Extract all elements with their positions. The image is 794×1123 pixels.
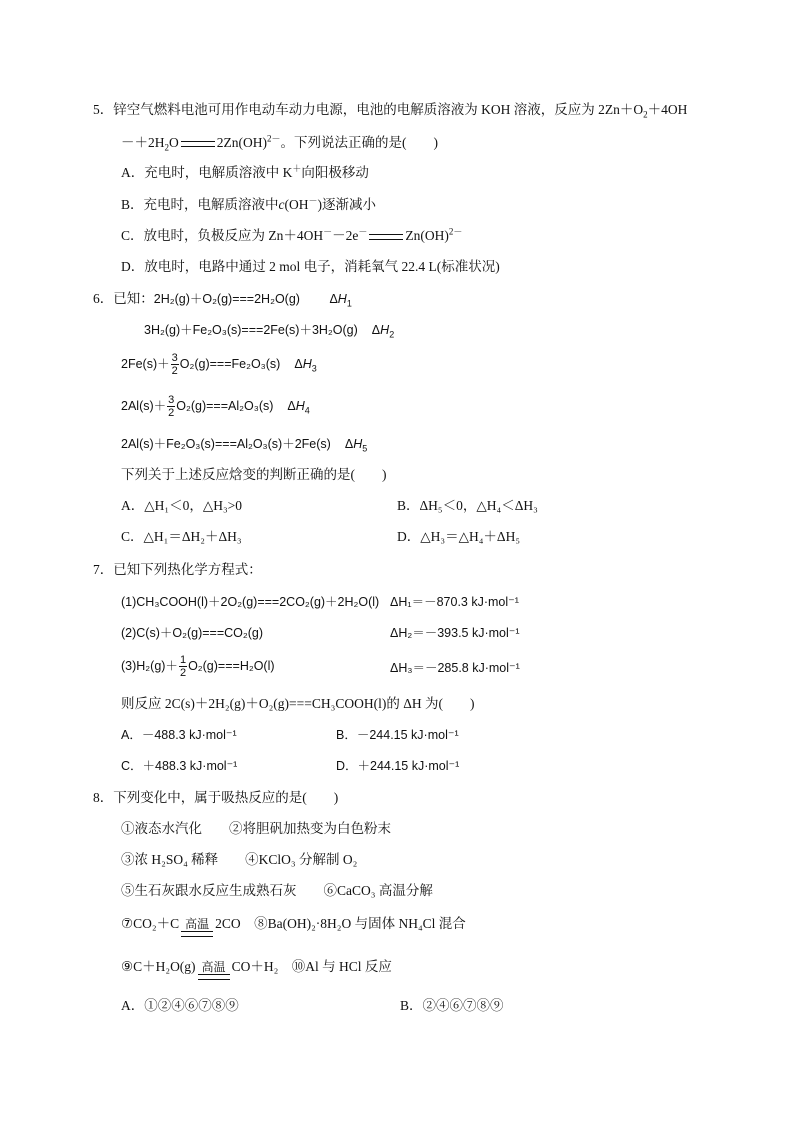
q5-option-d: D．放电时，电路中通过 2 mol 电子，消耗氧气 22.4 L(标准状况) bbox=[121, 259, 500, 274]
fraction: $\frac{1}{2}$ bbox=[179, 654, 187, 680]
q8-item-line2: ③浓 H₂SO₄ 稀释 ④KClO₃ 分解制 O₂ bbox=[121, 852, 358, 867]
q7-option-b: B．－244.15 kJ·mol⁻¹ bbox=[336, 728, 459, 742]
q6-reaction-2: 3H₂(g)＋Fe₂O₃(s)===2Fe(s)＋3H₂O(g) $\Delta H_2$ bbox=[144, 323, 395, 340]
q6-reaction-5: 2Al(s)＋Fe₂O₃(s)===Al₂O₃(s)＋2Fe(s) $\Delta H_5$ bbox=[121, 437, 368, 454]
reaction-condition-high-temp: 高温 bbox=[198, 961, 230, 985]
q6-option-c: C．△H₁＝ΔH₂＋ΔH₃ bbox=[121, 529, 242, 544]
q7-equation-2: (2)C(s)＋O₂(g)===CO₂(g) bbox=[121, 626, 264, 640]
q8-item-line1: ①液态水汽化 ②将胆矾加热变为白色粉末 bbox=[121, 821, 391, 836]
q7-enthalpy-1: ΔH₁＝－870.3 kJ·mol⁻¹ bbox=[390, 595, 519, 609]
equals-sign-icon bbox=[181, 141, 215, 147]
q6-reaction-4: 2Al(s)＋ $\frac{3}{2}$ O₂(g)===Al₂O₃(s) $\Delta H_4$ bbox=[121, 394, 310, 420]
q7-option-c: C．＋488.3 kJ·mol⁻¹ bbox=[121, 759, 238, 773]
q7-enthalpy-3: ΔH₃＝－285.8 kJ·mol⁻¹ bbox=[390, 661, 520, 675]
reaction-condition-high-temp: 高温 bbox=[181, 918, 213, 942]
fraction: $\frac{3}{2}$ bbox=[171, 352, 178, 378]
q6-reaction-3: 2Fe(s)＋ $\frac{3}{2}$ O₂(g)===Fe₂O₃(s) $\Delta H_3$ bbox=[121, 352, 317, 378]
q6-option-a: A．△H₁＜0，△H₃>0 bbox=[121, 498, 243, 513]
q6-question: 下列关于上述反应焓变的判断正确的是( ) bbox=[121, 467, 387, 482]
q5-option-a: A．充电时，电解质溶液中 K＋向阳极移动 bbox=[121, 163, 369, 180]
q5-option-b: B．充电时，电解质溶液中c(OH－)逐渐减小 bbox=[121, 195, 377, 212]
q5-stem-line2: $-+2H_2O$ 2Zn(OH)$^{2-}$。下列说法正确的是( ) bbox=[121, 133, 439, 153]
q8-option-b: B．②④⑥⑦⑧⑨ bbox=[400, 998, 504, 1013]
q6-stem: 6．已知：2H₂(g)＋O₂(g)===2H₂O(g) $\Delta H_1$ bbox=[93, 291, 352, 309]
q8-item-line5: ⑨C＋H₂O(g) 高温 CO＋H₂ ⑩Al 与 HCl 反应 bbox=[121, 949, 392, 985]
q5-stem-line1: 5．锌空气燃料电池可用作电动车动力电源，电池的电解质溶液为 KOH 溶液，反应为 $2Zn+O_2+4OH$ bbox=[93, 102, 688, 120]
q8-item-line4: ⑦CO₂＋C 高温 2CO ⑧Ba(OH)₂·8H₂O 与固体 NH₄Cl 混合 bbox=[121, 906, 466, 942]
q7-equation-1: (1)CH₃COOH(l)＋2O₂(g)===2CO₂(g)＋2H₂O(l) bbox=[121, 595, 380, 609]
q6-option-d: D．△H₃＝△H₄＋ΔH₅ bbox=[397, 529, 521, 544]
q7-equation-3: (3)H₂(g)＋ $\frac{1}{2}$ O₂(g)===H₂O(l) bbox=[121, 654, 275, 680]
q8-option-a: A．①②④⑥⑦⑧⑨ bbox=[121, 998, 239, 1013]
q5-option-c: C．放电时，负极反应为 Zn＋4OH－－2e－ Zn(OH)$^{2-}$ bbox=[121, 226, 463, 243]
q7-stem: 7．已知下列热化学方程式： bbox=[93, 562, 262, 577]
q7-enthalpy-2: ΔH₂＝－393.5 kJ·mol⁻¹ bbox=[390, 626, 520, 640]
q7-option-d: D．＋244.15 kJ·mol⁻¹ bbox=[336, 759, 460, 773]
q8-stem: 8．下列变化中，属于吸热反应的是( ) bbox=[93, 790, 339, 805]
q7-option-a: A．－488.3 kJ·mol⁻¹ bbox=[121, 728, 237, 742]
q6-option-b: B．ΔH₅＜0，△H₄＜ΔH₃ bbox=[397, 498, 538, 513]
fraction: $\frac{3}{2}$ bbox=[168, 394, 175, 420]
q8-item-line3: ⑤生石灰跟水反应生成熟石灰 ⑥CaCO₃ 高温分解 bbox=[121, 883, 433, 898]
equals-sign-icon bbox=[369, 234, 403, 240]
q7-question: 则反应 2C(s)＋2H₂(g)＋O₂(g)===CH₃COOH(l)的 ΔH 为( ) bbox=[121, 696, 475, 711]
